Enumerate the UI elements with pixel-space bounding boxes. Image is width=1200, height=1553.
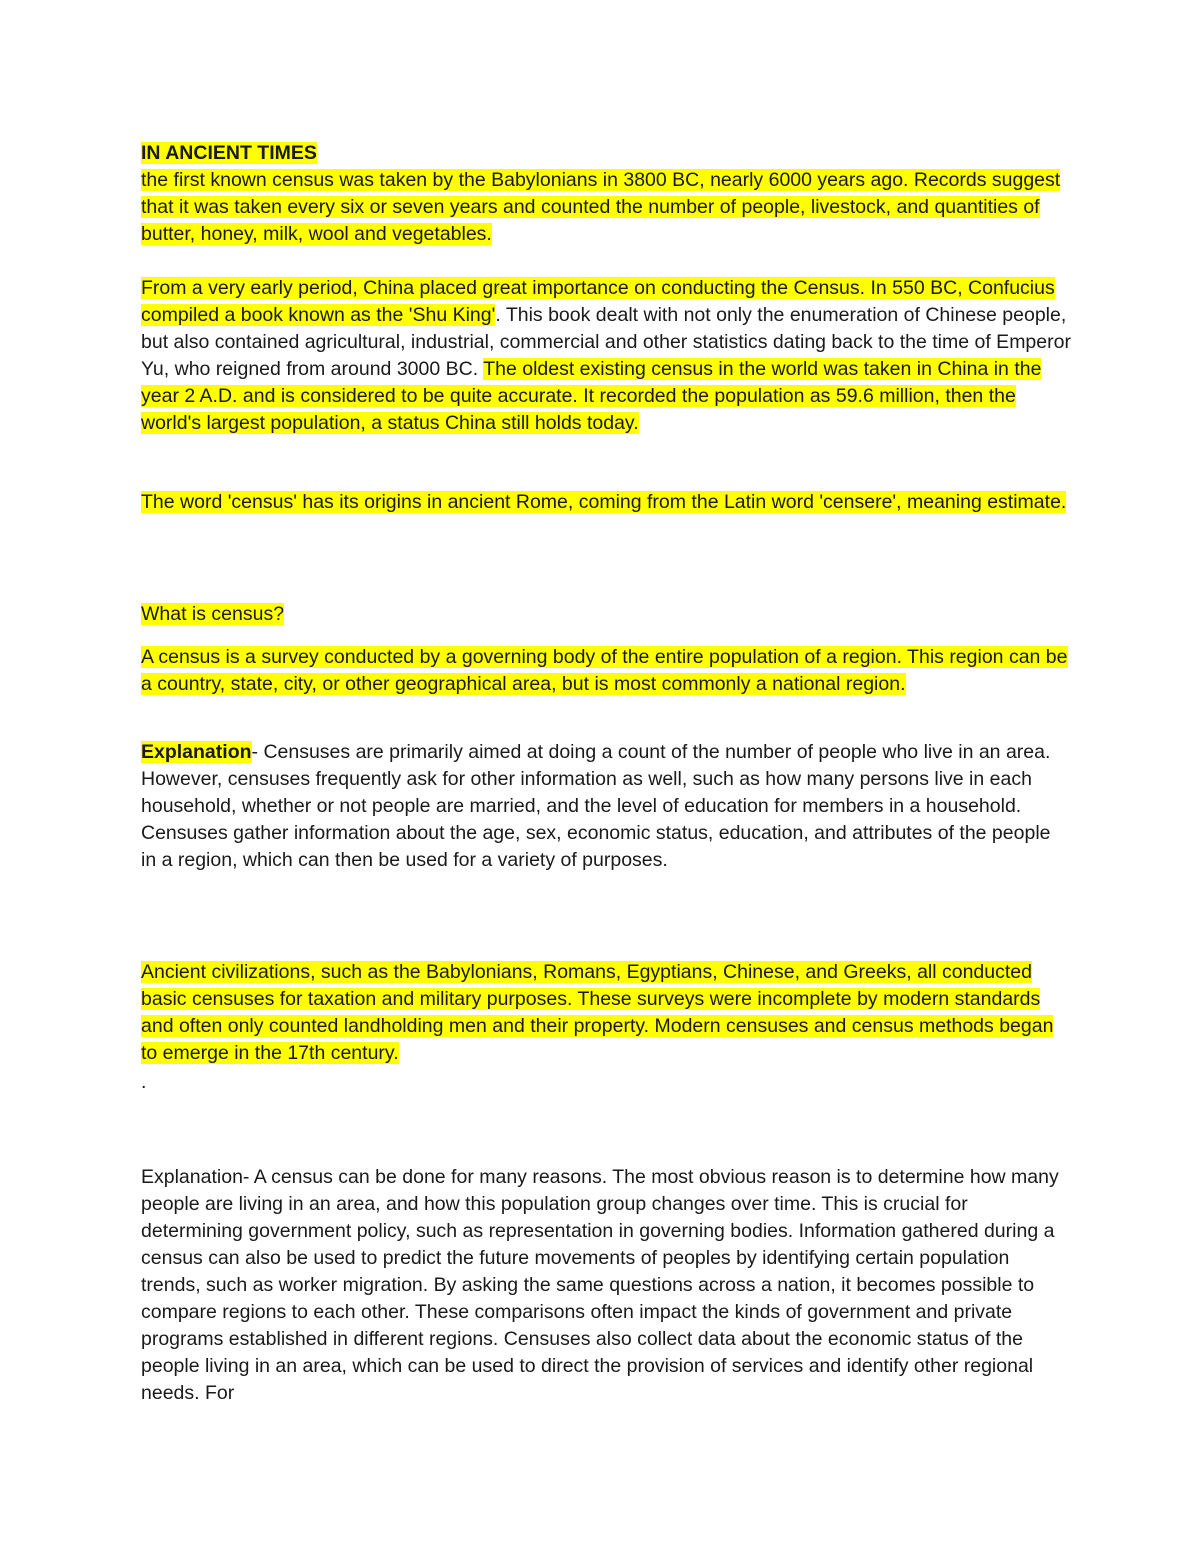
china-paragraph (141, 275, 1071, 437)
explanation-paragraph-2 (141, 1164, 1071, 1407)
explanation-paragraph-1 (141, 739, 1071, 874)
word-origin-text: The word 'census' has its origins in ancient Rome, coming from the Latin word 'censere', meaning estimate. (141, 491, 1067, 513)
dot-text: . (141, 1071, 147, 1093)
explanation-label: Explanation (141, 741, 252, 763)
section-heading-block (141, 140, 1071, 248)
china-paragraph-part1: From a very early period, China placed great importance on conducting the Census. In 550 BC, Confucius compiled a book known as the 'Shu King' (141, 277, 1055, 326)
china-paragraph-part3: The oldest existing census in the world was taken in China in the year 2 A.D. and is considered to be quite accurate. It recorded the population as 59.6 million, then the world's largest population, a status China still holds today. (141, 358, 1042, 434)
definition-text: A census is a survey conducted by a governing body of the entire population of a region. This region can be a country, state, city, or other geographical area, but is most commonly a national region. (141, 646, 1068, 695)
word-origin-paragraph (141, 489, 1071, 516)
question-paragraph (141, 601, 1071, 628)
definition-paragraph (141, 644, 1071, 698)
intro-paragraph: the first known census was taken by the Babylonians in 3800 BC, nearly 6000 years ago. Records suggest that it was taken every six or seven years and counted the number of people, livestock, and quantities of butter, honey, milk, wool and vegetables. (141, 169, 1061, 245)
dot-line (141, 1069, 1071, 1096)
civilizations-paragraph (141, 959, 1071, 1067)
explanation-2-text: Explanation- A census can be done for many reasons. The most obvious reason is to determine how many people are living in an area, and how this population group changes over time. This is crucial for determining government policy, such as representation in governing bodies. Information gathered during a census can also be used to predict the future movements of peoples by identifying certain population trends, such as worker migration. By asking the same questions across a nation, it becomes possible to compare regions to each other. These comparisons often impact the kinds of government and private programs established in different regions. Censuses also collect data about the economic status of the people living in an area, which can be used to direct the provision of services and identify other regional needs. For (141, 1166, 1059, 1404)
china-paragraph-part2: . This book dealt with not only the enumeration of Chinese people, but also contained agricultural, industrial, commercial and other statistics dating back to the time of Emperor Yu, who reigned from around 3000 BC. (141, 304, 1071, 380)
section-heading: IN ANCIENT TIMES (141, 142, 317, 164)
question-text: What is census? (141, 603, 285, 625)
civilizations-text: Ancient civilizations, such as the Babylonians, Romans, Egyptians, Chinese, and Greeks, all conducted basic censuses for taxation and military purposes. These surveys were incomplete by modern standards and often only counted landholding men and their property. Modern censuses and census methods began to emerge in the 17th century. (141, 961, 1054, 1064)
explanation-1-text: - Censuses are primarily aimed at doing a count of the number of people who live in an area. However, censuses frequently ask for other information as well, such as how many persons live in each household, whether or not people are married, and the level of education for members in a household. Censuses gather information about the age, sex, economic status, education, and attributes of the people in a region, which can then be used for a variety of purposes. (141, 741, 1051, 871)
